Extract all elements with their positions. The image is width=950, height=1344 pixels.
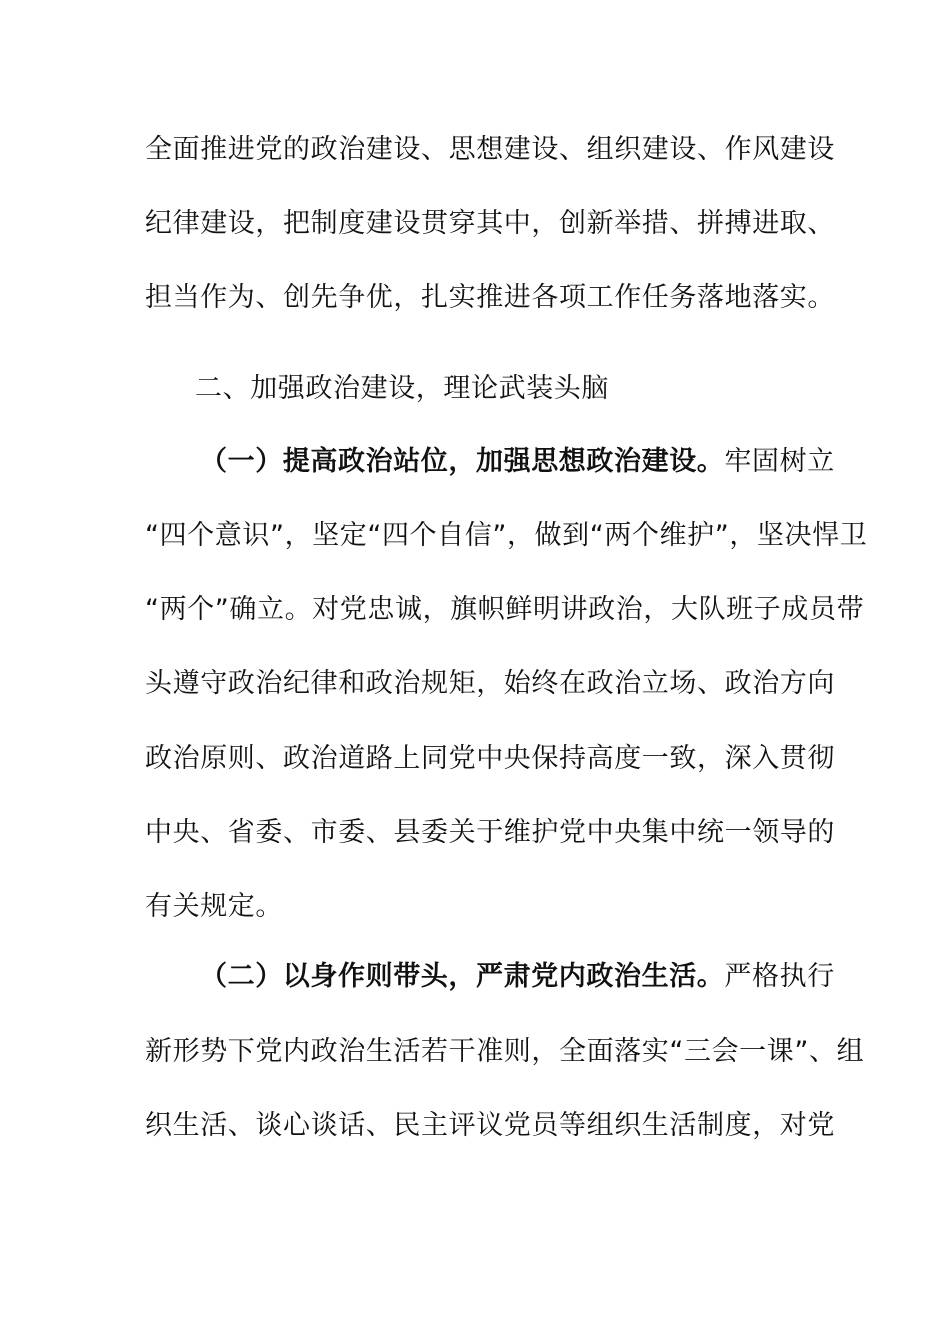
paragraph-line: 中央、省委、市委、县委关于维护党中央集中统一领导的 <box>145 817 835 848</box>
paragraph-line: 头遵守政治纪律和政治规矩，始终在政治立场、政治方向 <box>145 668 835 699</box>
paragraph-line: 有关规定。 <box>145 891 283 922</box>
paragraph-line: “两个”确立。对党忠诚，旗帜鲜明讲政治，大队班子成员带 <box>145 594 865 625</box>
subsection-first-line <box>200 959 835 995</box>
paragraph-line: 担当作为、创先争优，扎实推进各项工作任务落地落实。 <box>145 282 835 313</box>
paragraph-line: “四个意识”，坚定“四个自信”，做到“两个维护”，坚决悍卫 <box>145 520 868 551</box>
subsection-text: 严格执行 <box>724 961 835 992</box>
paragraph-line: 全面推进党的政治建设、思想建设、组织建设、作风建设 <box>145 134 835 165</box>
paragraph-line: 新形势下党内政治生活若干准则，全面落实“三会一课”、组 <box>145 1036 865 1067</box>
paragraph-line: 织生活、谈心谈话、民主评议党员等组织生活制度，对党 <box>145 1110 835 1141</box>
subsection-title: （二）以身作则带头，严肃党内政治生活。 <box>200 961 725 992</box>
subsection-text: 牢固树立 <box>724 446 835 477</box>
paragraph-line: 政治原则、政治道路上同党中央保持高度一致，深入贯彻 <box>145 743 835 774</box>
subsection-first-line <box>200 444 835 480</box>
section-heading: 二、加强政治建设，理论武装头脑 <box>195 373 609 404</box>
paragraph-line: 纪律建设，把制度建设贯穿其中，创新举措、拼搏进取、 <box>145 208 835 239</box>
subsection-title: （一）提高政治站位，加强思想政治建设。 <box>200 446 725 477</box>
